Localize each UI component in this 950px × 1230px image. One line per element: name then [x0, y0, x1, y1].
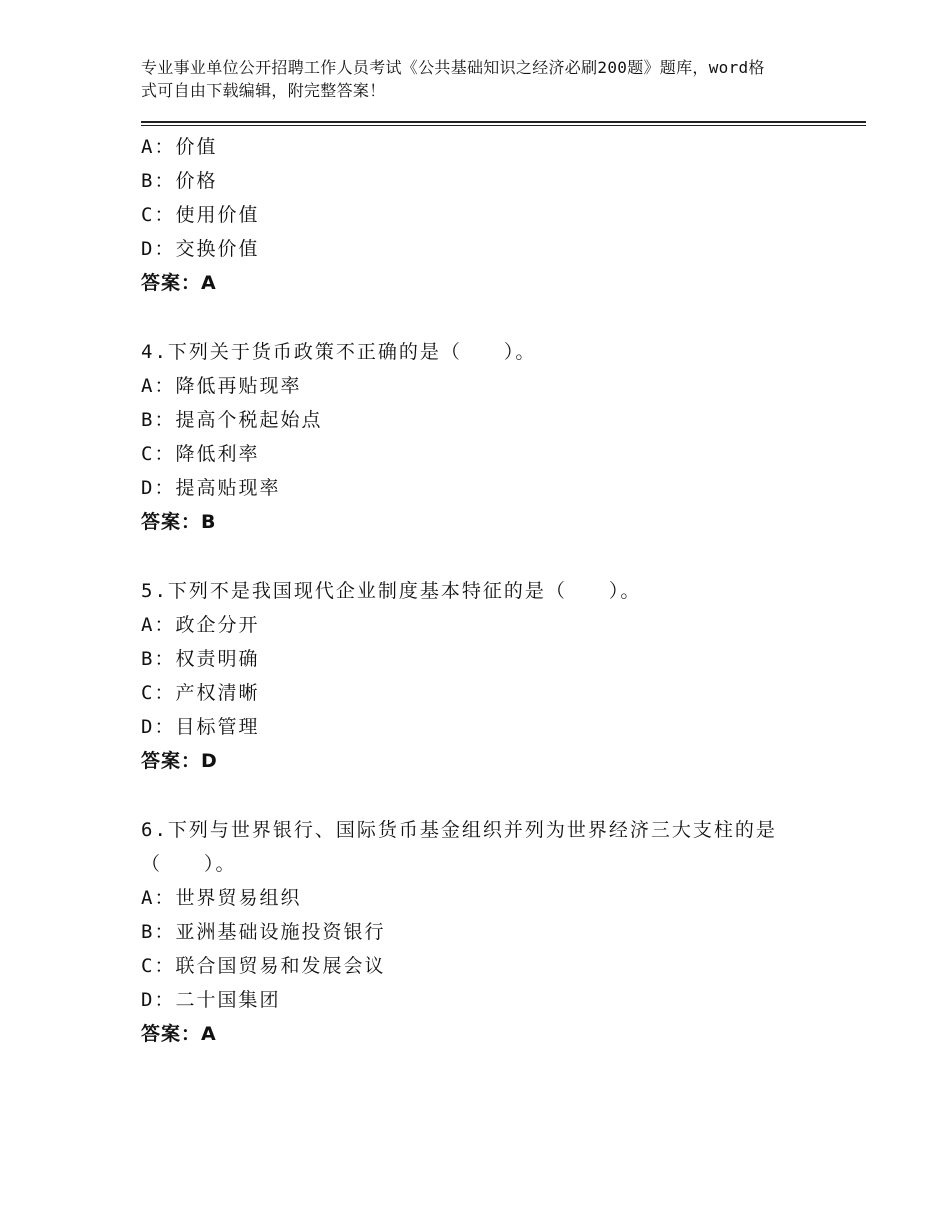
option-a: A：降低再贴现率: [141, 375, 302, 397]
option-c: C：产权清晰: [141, 682, 260, 704]
document-header: 专业事业单位公开招聘工作人员考试《公共基础知识之经济必刷200题》题库，word格式可自由下载编辑，附完整答案！: [141, 58, 765, 100]
option-a: A：价值: [141, 136, 218, 158]
option-c: C：降低利率: [141, 443, 260, 465]
question-text: 6.下列与世界银行、国际货币基金组织并列为世界经济三大支柱的是（ ）。: [141, 819, 777, 875]
option-a: A：世界贸易组织: [141, 887, 302, 909]
question-block: [141, 813, 866, 1051]
option-b: B：亚洲基础设施投资银行: [141, 921, 386, 943]
answer-line: 答案：A: [141, 1023, 217, 1045]
option-d: D：提高贴现率: [141, 477, 281, 499]
option-c: C：使用价值: [141, 204, 260, 226]
question-text: 5.下列不是我国现代企业制度基本特征的是（ ）。: [141, 580, 642, 602]
header-divider-thin: [141, 125, 866, 126]
question-text: 4.下列关于货币政策不正确的是（ ）。: [141, 341, 537, 363]
option-a: A：政企分开: [141, 614, 260, 636]
option-d: D：交换价值: [141, 238, 260, 260]
question-block: [141, 335, 866, 539]
option-b: B：提高个税起始点: [141, 409, 323, 431]
option-d: D：二十国集团: [141, 989, 281, 1011]
option-c: C：联合国贸易和发展会议: [141, 955, 386, 977]
question-list: [141, 130, 866, 1051]
answer-line: 答案：B: [141, 511, 217, 533]
option-b: B：价格: [141, 170, 218, 192]
question-block: [141, 130, 866, 300]
answer-line: 答案：D: [141, 750, 218, 772]
option-d: D：目标管理: [141, 716, 260, 738]
option-b: B：权责明确: [141, 648, 260, 670]
answer-line: 答案：A: [141, 272, 217, 294]
header-divider: [141, 121, 866, 123]
question-block: [141, 574, 866, 778]
